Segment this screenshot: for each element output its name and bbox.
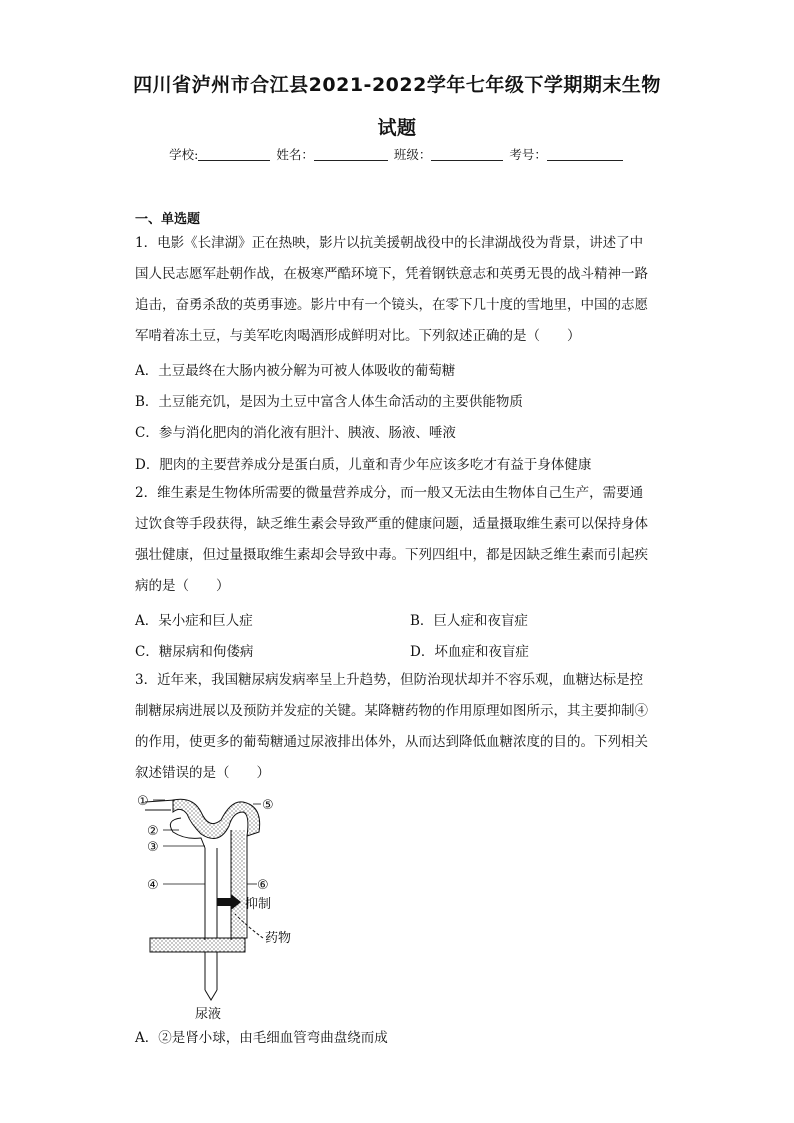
- school-label: 学校:: [169, 147, 199, 162]
- q2-option-b: B．巨人症和夜盲症: [410, 613, 528, 629]
- class-blank: [431, 148, 503, 161]
- q2-option-d: D．坏血症和夜盲症: [410, 644, 529, 660]
- urine-label: 尿液: [195, 1007, 222, 1020]
- exam-title-line2: 试题: [377, 117, 417, 139]
- question-line: 的作用，使更多的葡萄糖通过尿液排出体外，从而达到降低血糖浓度的目的。下列相关: [135, 734, 648, 750]
- inhibit-arrow-shaft: [217, 898, 231, 906]
- drug-label: 药物: [265, 931, 292, 946]
- number-label: 考号：: [509, 147, 547, 162]
- urine-arrow: [205, 990, 217, 1000]
- question-2-stem: [135, 478, 663, 602]
- class-label: 班级：: [393, 147, 432, 162]
- exam-title-line1: 四川省泸州市合江县2021-2022学年七年级下学期期末生物: [133, 74, 661, 96]
- question-line: 军啃着冻土豆，与美军吃肉喝酒形成鲜明对比。下列叙述正确的是（ ）: [135, 328, 581, 344]
- question-line: 病的是（ ）: [135, 578, 230, 594]
- name-blank: [314, 148, 388, 161]
- student-info-row: [0, 145, 794, 163]
- question-1-stem: [135, 228, 663, 352]
- q1-option-b: B．土豆能充饥，是因为土豆中富含人体生命活动的主要供能物质: [135, 394, 523, 410]
- question-line: 2．维生素是生物体所需要的微量营养成分，而一般又无法由生物体自己生产，需要通: [135, 485, 644, 501]
- q2-option-c: C．糖尿病和佝偻病: [135, 644, 254, 660]
- school-blank: [198, 148, 270, 161]
- left-tube: [205, 848, 217, 940]
- tubule-loop: [173, 799, 260, 838]
- inhibit-label: 抑制: [245, 897, 272, 912]
- question-3-stem: [135, 665, 663, 789]
- section-title: 一、单选题: [135, 212, 201, 227]
- label-5: ⑤: [262, 798, 274, 813]
- q2-option-a: A．呆小症和巨人症: [135, 613, 253, 629]
- question-line: 叙述错误的是（ ）: [135, 765, 270, 781]
- name-label: 姓名：: [276, 147, 314, 162]
- label-6: ⑥: [257, 878, 269, 893]
- question-line: 强壮健康，但过量摄取维生素却会导致中毒。下列四组中，都是因缺乏维生素而引起疾: [135, 547, 648, 563]
- q1-option-a: A．土豆最终在大肠内被分解为可被人体吸收的葡萄糖: [135, 363, 456, 379]
- q1-option-c: C．参与消化肥肉的消化液有胆汁、胰液、肠液、唾液: [135, 425, 456, 441]
- q1-option-d: D．肥肉的主要营养成分是蛋白质，儿童和青少年应该多吃才有益于身体健康: [135, 457, 592, 473]
- ureter: [205, 952, 217, 990]
- collecting-band: [150, 938, 245, 952]
- vessel: [145, 800, 175, 810]
- question-line: 制糖尿病进展以及预防并发症的关键。某降糖药物的作用原理如图所示，其主要抑制④: [135, 703, 648, 719]
- question-line: 国人民志愿军赴朝作战，在极寒严酷环境下，凭着钢铁意志和英勇无畏的战斗精神一路: [135, 266, 648, 282]
- nephron-diagram: [135, 790, 335, 1020]
- label-1: ①: [137, 794, 149, 809]
- q3-option-a: A．②是肾小球，由毛细血管弯曲盘绕而成: [135, 1030, 388, 1046]
- label-3: ③: [147, 840, 159, 855]
- question-line: 3．近年来，我国糖尿病发病率呈上升趋势，但防治现状却并不容乐观，血糖达标是控: [135, 672, 644, 688]
- question-line: 1．电影《长津湖》正在热映，影片以抗美援朝战役中的长津湖战役为背景，讲述了中: [135, 235, 644, 251]
- label-2: ②: [147, 824, 159, 839]
- label-4: ④: [147, 878, 159, 893]
- question-line: 过饮食等手段获得，缺乏维生素会导致严重的健康问题，适量摄取维生素可以保持身体: [135, 516, 648, 532]
- right-tube-fill: [231, 830, 245, 940]
- number-blank: [547, 148, 623, 161]
- question-line: 追击，奋勇杀敌的英勇事迹。影片中有一个镜头，在零下几十度的雪地里，中国的志愿: [135, 297, 648, 313]
